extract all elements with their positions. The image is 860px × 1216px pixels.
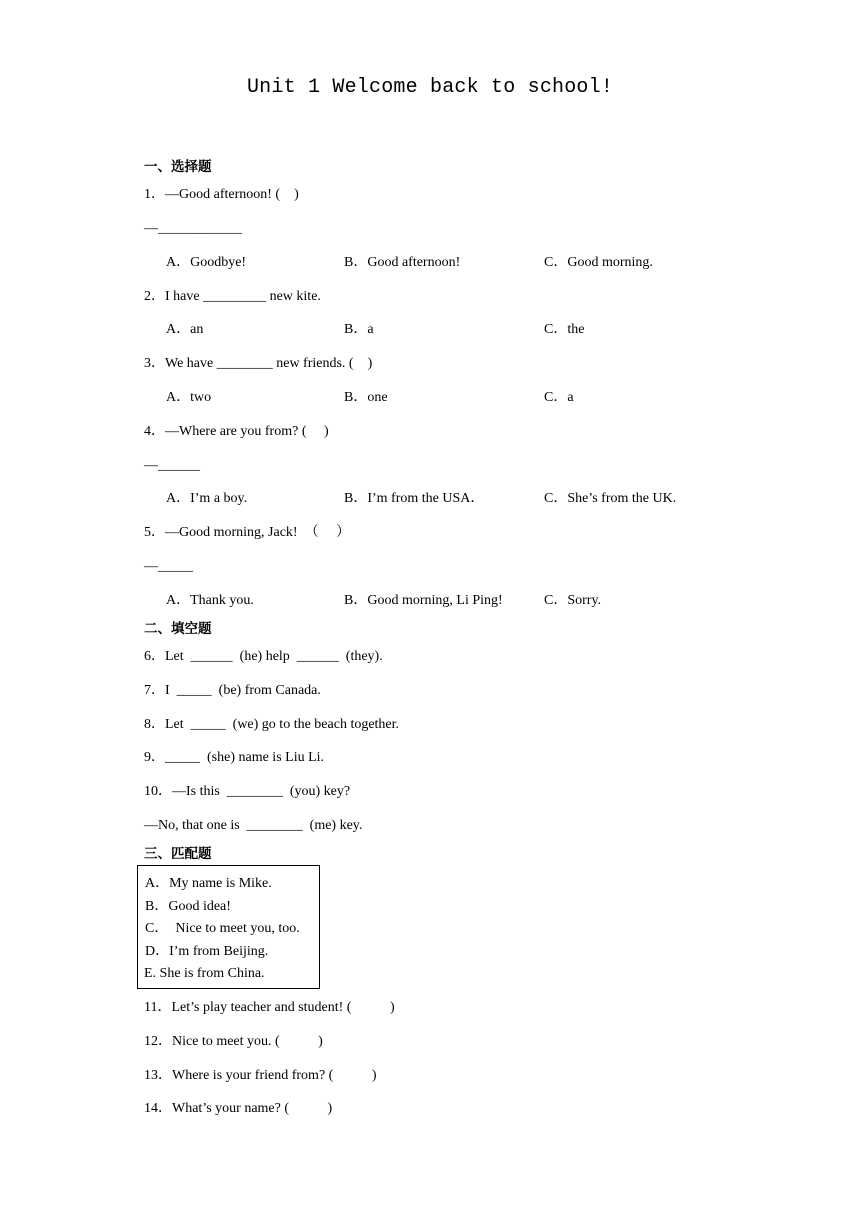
match-option-d: D．I’m from Beijing. bbox=[145, 944, 269, 959]
question-4: 4．—Where are you from? ( ) bbox=[144, 424, 329, 439]
question-1: 1．—Good afternoon! ( ) bbox=[144, 187, 299, 202]
option-b: B．a bbox=[344, 322, 374, 337]
question-7: 7．I _____ (be) from Canada. bbox=[144, 683, 321, 698]
question-3-options bbox=[0, 389, 860, 407]
match-options-box bbox=[137, 865, 320, 989]
question-3: 3．We have ________ new friends. ( ) bbox=[144, 356, 373, 371]
option-b: B．Good morning, Li Ping! bbox=[344, 593, 503, 608]
section-heading-choice: 一、选择题 bbox=[144, 159, 212, 175]
question-9: 9．_____ (she) name is Liu Li. bbox=[144, 750, 325, 765]
option-b: B．one bbox=[344, 390, 388, 405]
option-a: A．two bbox=[166, 390, 212, 405]
question-13: 13．Where is your friend from? ( ) bbox=[144, 1068, 377, 1083]
option-c: C．the bbox=[544, 322, 585, 337]
option-a: A．an bbox=[166, 322, 204, 337]
question-6: 6．Let ______ (he) help ______ (they). bbox=[144, 649, 383, 664]
question-5: 5．—Good morning, Jack! （ ） bbox=[144, 525, 351, 540]
section-heading-fill: 二、填空题 bbox=[144, 621, 212, 637]
option-a: A．Thank you. bbox=[166, 593, 254, 608]
question-1-options bbox=[0, 254, 860, 272]
question-11: 11．Let’s play teacher and student! ( ) bbox=[144, 1000, 395, 1015]
option-c: C．Good morning. bbox=[544, 255, 653, 270]
match-option-a: A．My name is Mike. bbox=[145, 876, 272, 891]
question-12: 12．Nice to meet you. ( ) bbox=[144, 1034, 323, 1049]
question-5-options bbox=[0, 592, 860, 610]
match-option-b: B．Good idea! bbox=[145, 899, 231, 914]
option-c: C．She’s from the UK. bbox=[544, 491, 677, 506]
question-4-answer-line: —______ bbox=[144, 458, 200, 473]
option-a: A．Goodbye! bbox=[166, 255, 247, 270]
question-8: 8．Let _____ (we) go to the beach together. bbox=[144, 717, 400, 732]
question-14: 14．What’s your name? ( ) bbox=[144, 1101, 333, 1116]
question-4-options bbox=[0, 490, 860, 508]
option-c: C．Sorry. bbox=[544, 593, 602, 608]
page-title: Unit 1 Welcome back to school! bbox=[246, 76, 614, 99]
question-5-answer-line: —_____ bbox=[144, 559, 193, 574]
option-a: A．I’m a boy. bbox=[166, 491, 248, 506]
option-b: B．Good afternoon! bbox=[344, 255, 461, 270]
question-2-options bbox=[0, 321, 860, 339]
question-2: 2．I have _________ new kite. bbox=[144, 289, 321, 304]
option-b: B．I’m from the USA． bbox=[344, 491, 485, 506]
section-heading-match: 三、匹配题 bbox=[144, 846, 212, 862]
match-option-e: E. She is from China. bbox=[144, 966, 265, 981]
option-c: C．a bbox=[544, 390, 574, 405]
match-option-c: C． Nice to meet you, too. bbox=[145, 921, 300, 936]
question-10-reply: —No, that one is ________ (me) key. bbox=[144, 818, 363, 833]
question-10: 10．—Is this ________ (you) key? bbox=[144, 784, 351, 799]
question-1-answer-line: —____________ bbox=[144, 221, 242, 236]
